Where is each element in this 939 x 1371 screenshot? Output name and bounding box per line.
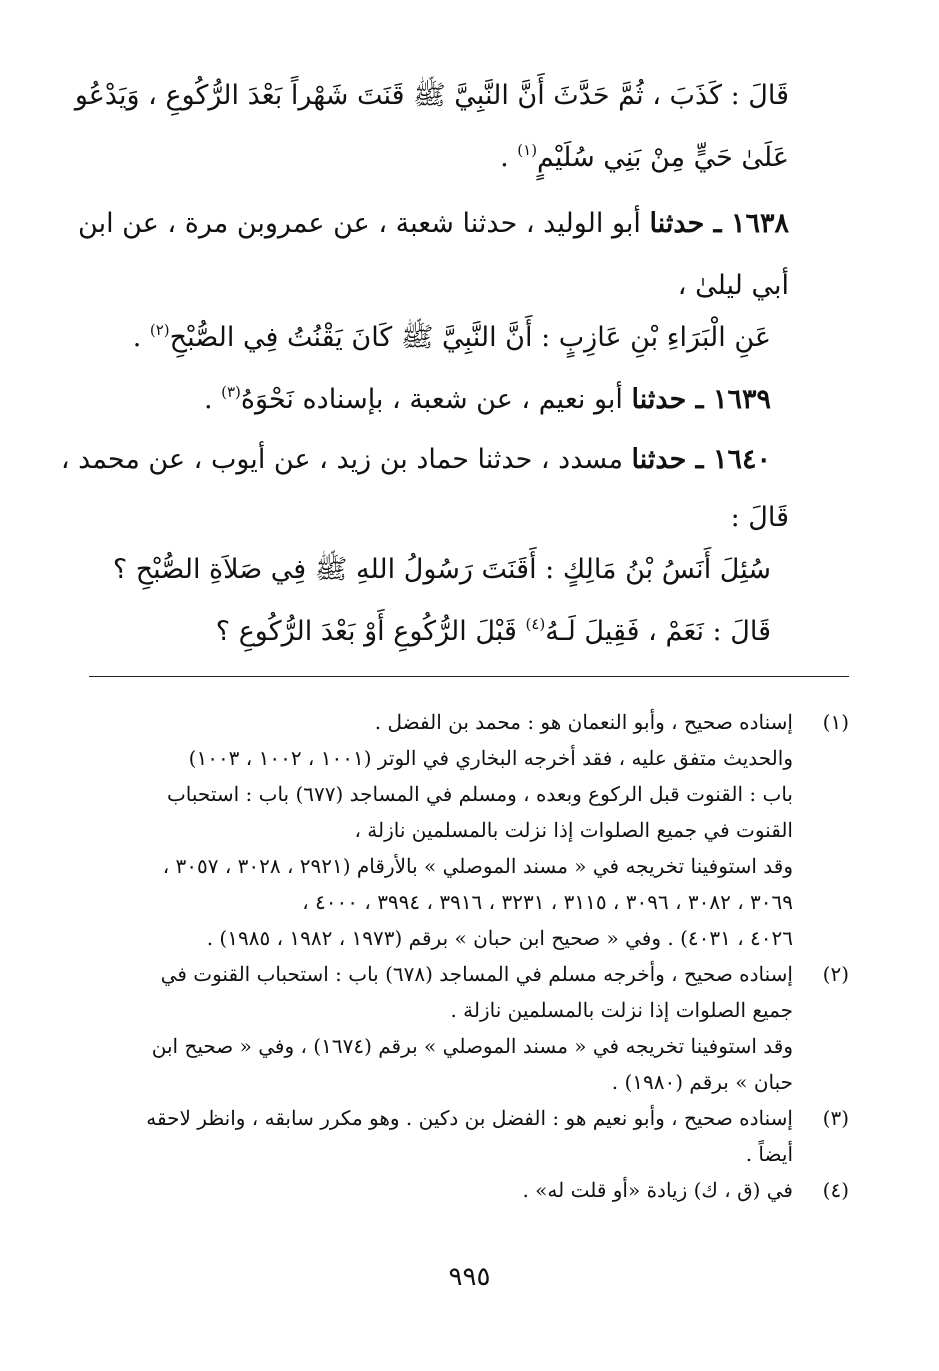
footnote	[80, 1172, 849, 1208]
footnote-line: ٤٠٢٦ ، ٤٠٣١) . وفي « صحيح ابن حبان » برقم (١٩٧٣ ، ١٩٨٢ ، ١٩٨٥) .	[206, 926, 793, 950]
footnote-body	[80, 704, 793, 956]
hadith-text-line: قَالَ : نَعَمْ ، فَقِيلَ لَـهُ$^{(٤)}$ قَبْلَ الرُّكُوعِ أَوْ بَعْدَ الرُّكُوعِ ؟	[215, 615, 771, 647]
hadith-number-line: ١٦٤٠ ـ حدثنا مسدد ، حدثنا حماد بن زيد ، عن أيوب ، عن محمد ،	[60, 444, 771, 475]
footnote-line: إسناده صحيح ، وأبو نعيم هو : الفضل بن دكين . وهو مكرر سابقه ، وانظر لاحقه	[146, 1106, 793, 1130]
footnote-body	[80, 1172, 793, 1208]
footnote-line: إسناده صحيح ، وأبو النعمان هو : محمد بن الفضل .	[374, 710, 793, 734]
footnote-line: حبان » برقم (١٩٨٠) .	[611, 1070, 793, 1094]
footnote-line: والحديث متفق عليه ، فقد أخرجه البخاري في الوتر (١٠٠١ ، ١٠٠٢ ، ١٠٠٣)	[188, 746, 793, 770]
footnote	[80, 956, 849, 1100]
footnote-body	[80, 956, 793, 1100]
footnote-ref[interactable]: (١)	[517, 141, 538, 159]
hadith-text-line: عَنِ الْبَرَاءِ بْنِ عَازِبٍ : أَنَّ النَّبِيَّ ﷺ كَانَ يَقْنُتُ فِي الصُّبْحِ$^{(٢)}$ .	[132, 321, 771, 353]
hadith-number-line: ١٦٣٩ ـ حدثنا أبو نعيم ، عن شعبة ، بإسناده نَحْوَهُ$^{(٣)}$ .	[203, 383, 771, 415]
page-number: ٩٩٥	[448, 1262, 491, 1292]
footnote-marker: (٢)	[822, 962, 849, 986]
hadith-number-line: ١٦٣٨ ـ حدثنا أبو الوليد ، حدثنا شعبة ، عن عمروبن مرة ، عن ابن	[78, 208, 789, 239]
isnad-line: أبي ليلىٰ ،	[677, 270, 789, 301]
footnote-line: أيضاً .	[745, 1142, 793, 1166]
hadith-text-line: قَالَ : كَذَبَ ، ثُمَّ حَدَّثَ أَنَّ النَّبِيَّ ﷺ قَنَتَ شَهْراً بَعْدَ الرُّكُوعِ ، وَيَدْعُو	[74, 80, 789, 111]
footnote	[80, 704, 849, 956]
isnad-line: قَالَ :	[730, 502, 789, 533]
footnote-marker: (٤)	[822, 1178, 849, 1202]
hadith-number: ١٦٤٠ ـ حدثنا	[631, 444, 771, 475]
footnote-marker: (١)	[822, 710, 849, 734]
footnote-line: وقد استوفينا تخريجه في « مسند الموصلي » بالأرقام (٢٩٢١ ، ٣٠٢٨ ، ٣٠٥٧ ،	[162, 854, 793, 878]
footnote-marker: (٣)	[822, 1106, 849, 1130]
footnotes	[80, 704, 849, 1208]
footnote-line: جميع الصلوات إذا نزلت بالمسلمين نازلة .	[450, 998, 793, 1022]
footnote-line: باب : القنوت قبل الركوع وبعده ، ومسلم في المساجد (٦٧٧) باب : استحباب	[166, 782, 793, 806]
footnote-line: القنوت في جميع الصلوات إذا نزلت بالمسلمين نازلة ،	[354, 818, 793, 842]
footnote-line: وقد استوفينا تخريجه في « مسند الموصلي » برقم (١٦٧٤) ، وفي « صحيح ابن	[151, 1034, 793, 1058]
hadith-number: ١٦٣٩ ـ حدثنا	[631, 384, 771, 415]
footnote-body	[80, 1100, 793, 1172]
footnote-line: ٣٠٦٩ ، ٣٠٨٢ ، ٣٠٩٦ ، ٣١١٥ ، ٣٢٣١ ، ٣٩١٦ ، ٣٩٩٤ ، ٤٠٠٠ ،	[302, 890, 793, 914]
footnote-line: في (ق ، ك) زيادة «أو قلت له» .	[522, 1178, 793, 1202]
hadith-text-line: عَلَىٰ حَيٍّ مِنْ بَنِي سُلَيْمٍ$^{(١)}$ .	[500, 141, 789, 173]
footnote-ref[interactable]: (٤)	[525, 615, 546, 633]
footnote-line: إسناده صحيح ، وأخرجه مسلم في المساجد (٦٧٨) باب : استحباب القنوت في	[160, 962, 793, 986]
hadith-text-line: سُئِلَ أَنَسُ بْنُ مَالِكٍ : أَقَنَتَ رَسُولُ اللهِ ﷺ فِي صَلاَةِ الصُّبْحِ ؟	[112, 554, 771, 585]
footnote-ref[interactable]: (٢)	[149, 321, 170, 339]
footnote-separator	[89, 676, 849, 677]
footnote	[80, 1100, 849, 1172]
hadith-number: ١٦٣٨ ـ حدثنا	[649, 208, 789, 239]
footnote-ref[interactable]: (٣)	[221, 383, 241, 401]
